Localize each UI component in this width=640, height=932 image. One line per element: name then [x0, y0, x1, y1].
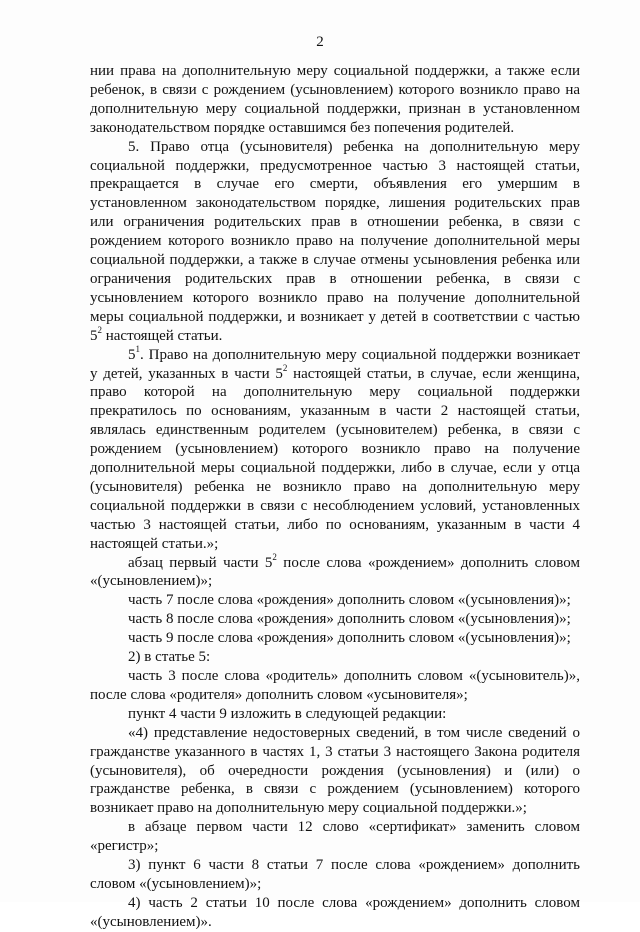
page-number: 2	[316, 34, 324, 50]
paragraph-amendment-article-5-part-3: часть 3 после слова «родитель» дополнить словом «(усыновитель)», после слова «родителя» дополнить словом «усыновителя»;	[90, 668, 580, 703]
paragraph-amendment-part-8: часть 8 после слова «рождения» дополнить словом «(усыновления)»;	[128, 611, 571, 628]
paragraph-amendment-part-9: часть 9 после слова «рождения» дополнить словом «(усыновления)»;	[128, 630, 571, 647]
paragraph-continuation: нии права на дополнительную меру социальной поддержки, а также если ребенок, в связи с рождением (усыновлением) которого возникло право на дополнительную меру социальной поддержки, признан в установленном законодательством порядке оставшимся без попечения родителей.	[90, 63, 580, 136]
paragraph-new-item-4: «4) представление недостоверных сведений, в том числе сведений о гражданстве указанного в частях 1, 3 статьи 3 настоящего Закона родителя (усыновителя), об очередности рождения (усыновления) и (или) о гражданстве ребенка, в связи с рождением (усыновлением) которого возникает право на дополнительную меру социальной поддержки.»;	[90, 724, 580, 817]
paragraph-amendment-5-2: абзац первый части $5^2$ после слова «рождением» дополнить словом «(усыновлением)»;	[90, 551, 580, 590]
paragraph-article-5-heading: 2) в статье 5:	[128, 649, 211, 666]
paragraph-amendment-article-7: 3) пункт 6 части 8 статьи 7 после слова «рождением» дополнить словом «(усыновлением)»;	[90, 857, 580, 892]
paragraph-part-5: 5. Право отца (усыновителя) ребенка на дополнительную меру социальной поддержки, предусмотренное частью 3 настоящей статьи, прекращается в случае его смерти, объявления его умершим в установленном законодательством порядке, лишения родительских прав или ограничения родительских прав в отношении ребенка, в связи с рождением которого возникло право на получение дополнительной меры социальной поддержки, а также в случае отмены усыновления ребенка или ограничения родительских прав в отношении ребенка, в связи с усыновлением которого возникло право на получение дополнительной меры социальной поддержки, и возникает у детей в соответствии с частью $5^2$ настоящей статьи.	[90, 138, 580, 344]
paragraph-part-5-1: $5^1$. Право на дополнительную меру социальной поддержки возникает у детей, указанных в части $5^2$ настоящей статьи, в случае, если женщина, право которой на дополнительную меру социальной поддержки прекратилось по основаниям, указанным в части 2 настоящей статьи, являлась единственным родителем (усыновителем) ребенка, в связи с рождением (усыновлением) которого возникло право на получение дополнительной меры социальной поддержки, либо в случае, если у отца (усыновителя) ребенка не возникло право на дополнительную меру социальной поддержки в связи с несоблюдением условий, установленных частью 3 настоящей статьи, либо по основаниям, указанным в части 4 настоящей статьи.»;	[90, 343, 580, 552]
paragraph-amendment-part-7: часть 7 после слова «рождения» дополнить словом «(усыновления)»;	[128, 592, 571, 609]
paragraph-amendment-part-12: в абзаце первом части 12 слово «сертификат» заменить словом «регистр»;	[90, 819, 580, 855]
paragraph-amendment-item-4: пункт 4 части 9 изложить в следующей редакции:	[128, 705, 447, 722]
paragraph-amendment-article-10: 4) часть 2 статьи 10 после слова «рождением» дополнить словом «(усыновлением)».	[90, 894, 580, 930]
document-body	[90, 62, 580, 932]
